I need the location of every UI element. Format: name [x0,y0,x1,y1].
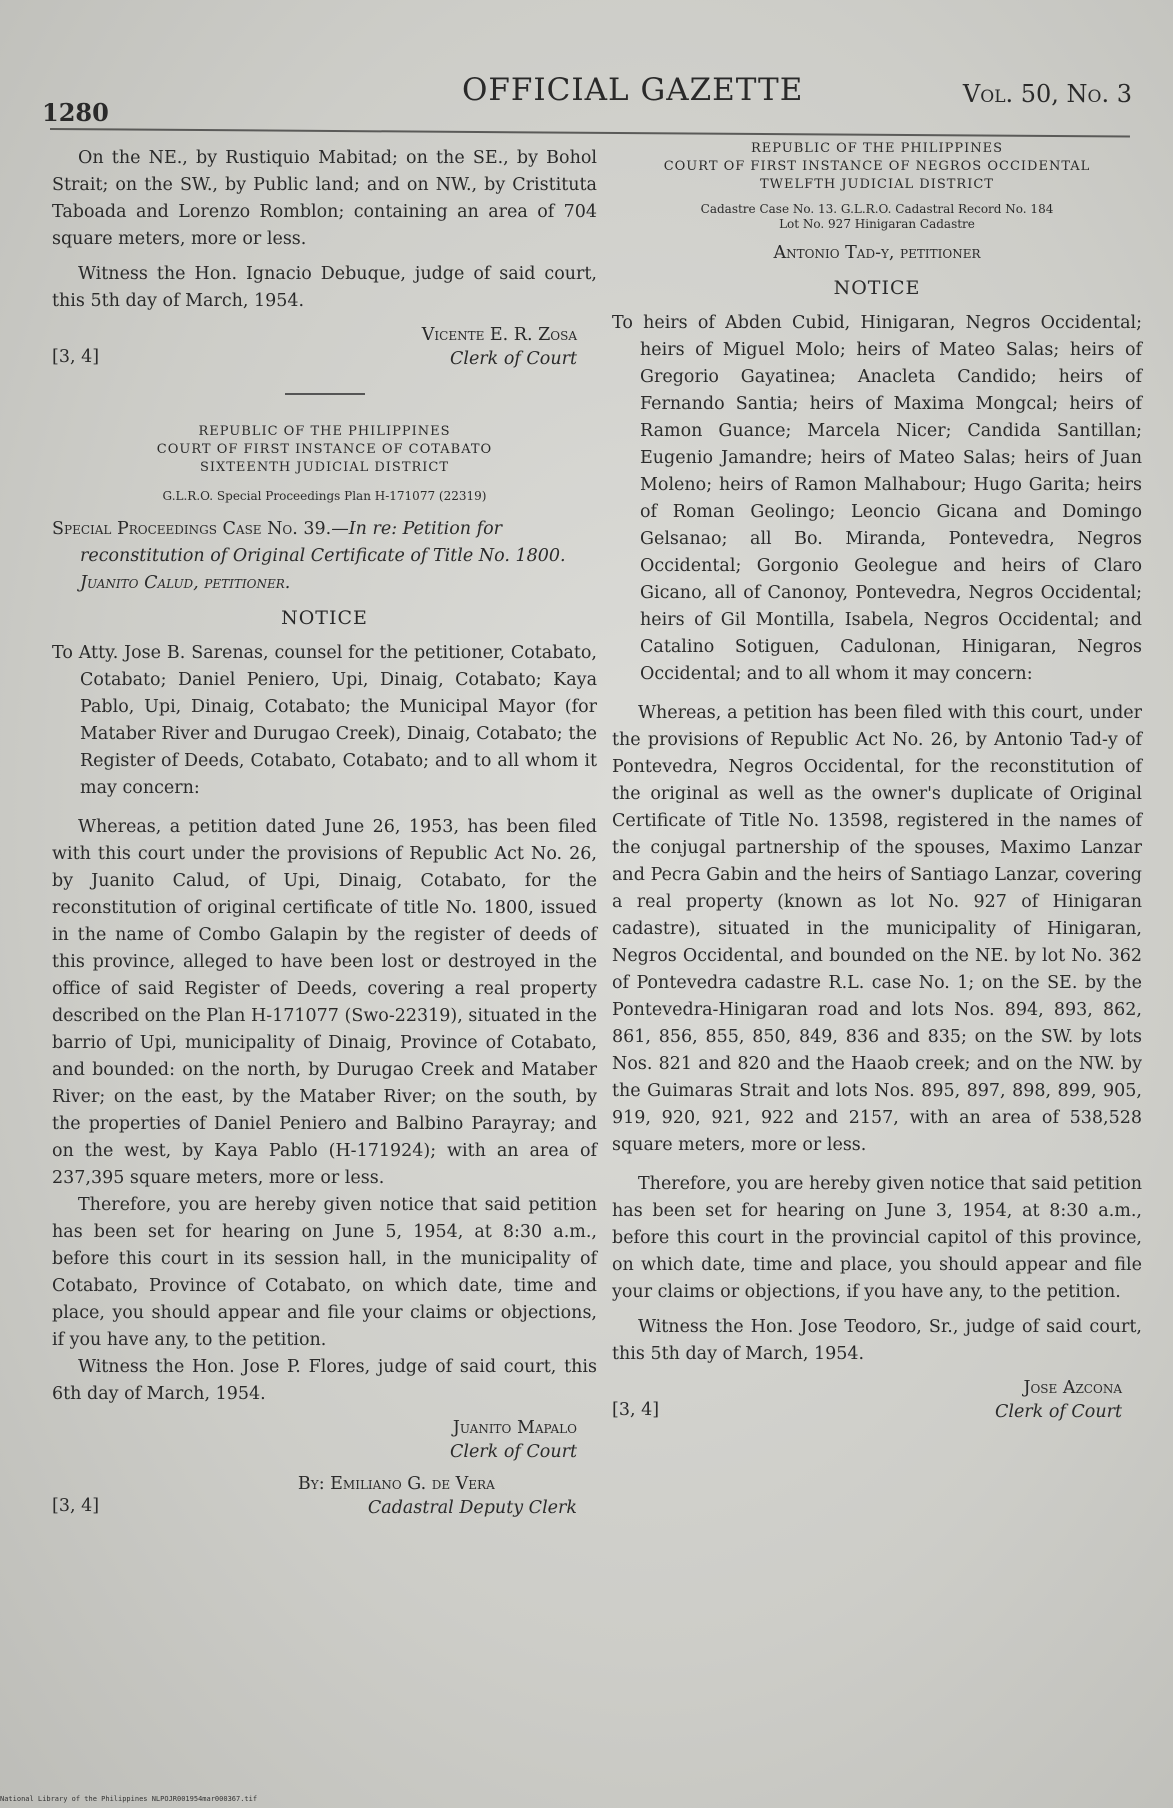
signature-block [52,1416,597,1464]
court-line-3: SIXTEENTH JUDICIAL DISTRICT [199,460,450,475]
notice-addressees: To Atty. Jose B. Sarenas, counsel for the petitioner, Cotabato, Cotabato; Daniel Peniero, Upi, Dinaig, Cotabato; Kaya Pablo, Upi, Dinaig, Cotabato; the Municipal Mayor (for Mataber River and Durugao Creek), Dinaig, Cotabato; the Register of Deeds, Cotabato, Cotabato; and to all whom it may concern: [52,643,597,798]
right-column [612,140,1142,1424]
therefore-paragraph: Therefore, you are hereby given notice that said petition has been set for hearing on June 3, 1954, at 8:30 a.m., before this court in the provincial capitol of this province, on which date, time and place, you should appear and file your claims or objections, if you have any, to the petition. [612,1174,1142,1302]
deputy-title: Cadastral Deputy Clerk [367,1498,577,1518]
whereas-paragraph: Whereas, a petition has been filed with this court, under the provisions of Republic Act No. 26, by Antonio Tad-y of Pontevedra, Negros Occidental, for the reconstitution of the original as well as the owner's duplicate of Original Certificate of Title No. 13598, registered in the names of the conjugal partnership of the spouses, Maximo Lanzar and Pecra Gabin and the heirs of Santiago Lanzar, covering a real property (known as lot No. 927 of Hinigaran cadastre), situated in the municipality of Hinigaran, Negros Occidental, and bounded on the NE. by lot No. 362 of Pontevedra cadastre R.L. case No. 1; on the SE. by the Pontevedra-Hinigaran road and lots Nos. 894, 893, 862, 861, 856, 855, 850, 849, 836 and 835; on the SW. by lots Nos. 821 and 820 and the Haaob creek; and on the NW. by the Guimaras Strait and lots Nos. 895, 897, 898, 899, 905, 919, 920, 921, 922 and 2157, with an area of 538,528 square meters, more or less. [612,703,1142,1155]
court-line-1: REPUBLIC OF THE PHILIPPINES [751,141,1003,156]
case-heading [52,516,597,597]
case-petitioner: Juanito Calud, petitioner. [80,573,291,593]
publication-tag: [3, 4] [612,1400,660,1420]
therefore-paragraph: Therefore, you are hereby given notice that said petition has been set for hearing on June 5, 1954, at 8:30 a.m., before this court in its session hall, in the municipality of Cotabato, Province of Cotabato, on which date, time and place, you should appear and file your claims or objections, if you have any, to the petition. [52,1195,597,1350]
notice-addressees: To heirs of Abden Cubid, Hinigaran, Negros Occidental; heirs of Miguel Molo; heirs of Mateo Salas; heirs of Gregorio Gayatinea; Anacleta Candido; heirs of Fernando Santia; heirs of Maxima Mongcal; heirs of Ramon Guance; Marcela Nicer; Candida Santillan; Eugenio Jamandre; heirs of Mateo Salas; heirs of Juan Moleno; heirs of Ramon Malhabour; Hugo Garita; heirs of Roman Geolingo; Leoncio Gicana and Domingo Gelsanao; all Bo. Miranda, Pontevedra, Negros Occidental; Gorgonio Geolegue and heirs of Claro Gicano, all of Canonoy, Pontevedra, Negros Occidental; heirs of Gil Montilla, Isabela, Negros Occidental; and Catalino Sotiguen, Cadulonan, Hinigaran, Negros Occidental; and to all whom it may concern: [612,313,1142,684]
witness-statement: Witness the Hon. Jose P. Flores, judge of said court, this 6th day of March, 1954. [52,1357,597,1404]
clerk-name: Jose Azcona [1023,1378,1122,1398]
clerk-name: Juanito Mapalo [452,1418,577,1438]
clerk-title: Clerk of Court [449,1442,577,1462]
page-number: 1280 [42,98,109,127]
plan-reference: G.L.R.O. Special Proceedings Plan H-171077 (22319) [162,489,487,503]
court-line-1: REPUBLIC OF THE PHILIPPINES [198,424,451,439]
clerk-name: Vicente E. R. Zosa [421,325,577,345]
court-line-3: TWELFTH JUDICIAL DISTRICT [760,177,994,192]
whereas-paragraph: Whereas, a petition dated June 26, 1953, has been filed with this court under the provisions of Republic Act No. 26, by Juanito Calud, of Upi, Dinaig, Cotabato, for the reconstitution of original certificate of title No. 1800, issued in the name of Combo Galapin by the register of deeds of this province, alleged to have been lost or destroyed in the office of said Register of Deeds, covering a real property described on the Plan H-171077 (Swo-22319), situated in the barrio of Upi, municipality of Dinaig, Province of Cotabato, and bounded: on the north, by Durugao Creek and Mataber River; on the east, by the Mataber River; on the south, by the properties of Daniel Peniero and Balbino Parayray; and on the west, by Kaya Pablo (H-171924); with an area of 237,395 square meters, more or less. [52,817,597,1188]
publication-tag: [3, 4] [52,347,100,367]
section-divider [285,393,365,395]
publication-title: OFFICIAL GAZETTE [462,72,804,108]
left-column [52,145,597,1520]
publication-tag: [3, 4] [52,1496,100,1516]
notice-heading: NOTICE [833,277,921,299]
notice-heading: NOTICE [281,607,368,629]
case-description: —In re: Petition for reconstitution of Original Certificate of Title No. 1800. [80,519,566,566]
witness-statement: Witness the Hon. Ignacio Debuque, judge of said court, this 5th day of March, 1954. [52,264,597,311]
clerk-title: Clerk of Court [994,1402,1122,1422]
lot-reference: Lot No. 927 Hinigaran Cadastre [779,217,975,231]
signature-block [52,323,597,371]
court-line-2: COURT OF FIRST INSTANCE OF NEGROS OCCIDENTAL [663,159,1091,174]
deputy-name: By: Emiliano G. de Vera [297,1474,495,1494]
page-header [42,70,1132,130]
clerk-title: Clerk of Court [449,349,577,369]
continued-boundary-text: On the NE., by Rustiquio Mabitad; on the SE., by Bohol Strait; on the SW., by Public land; and on NW., by Cristituta Taboada and Lorenzo Romblon; containing an area of 704 square meters, more or less. [52,148,597,249]
volume-number: Vol. 50, No. 3 [962,80,1132,108]
signature-block [612,1376,1142,1424]
court-line-2: COURT OF FIRST INSTANCE OF COTABATO [156,442,493,457]
deputy-signature-block [52,1472,597,1520]
scan-source-footer: National Library of the Philippines NLPOJR001954mar000367.tif [0,1795,258,1803]
cadastre-reference: Cadastre Case No. 13. G.L.R.O. Cadastral Record No. 184 [700,202,1054,216]
witness-statement: Witness the Hon. Jose Teodoro, Sr., judge of said court, this 5th day of March, 1954. [612,1317,1142,1364]
case-petitioner: Antonio Tad-y, petitioner [773,243,981,263]
case-label: Special Proceedings Case No. 39. [52,519,332,539]
